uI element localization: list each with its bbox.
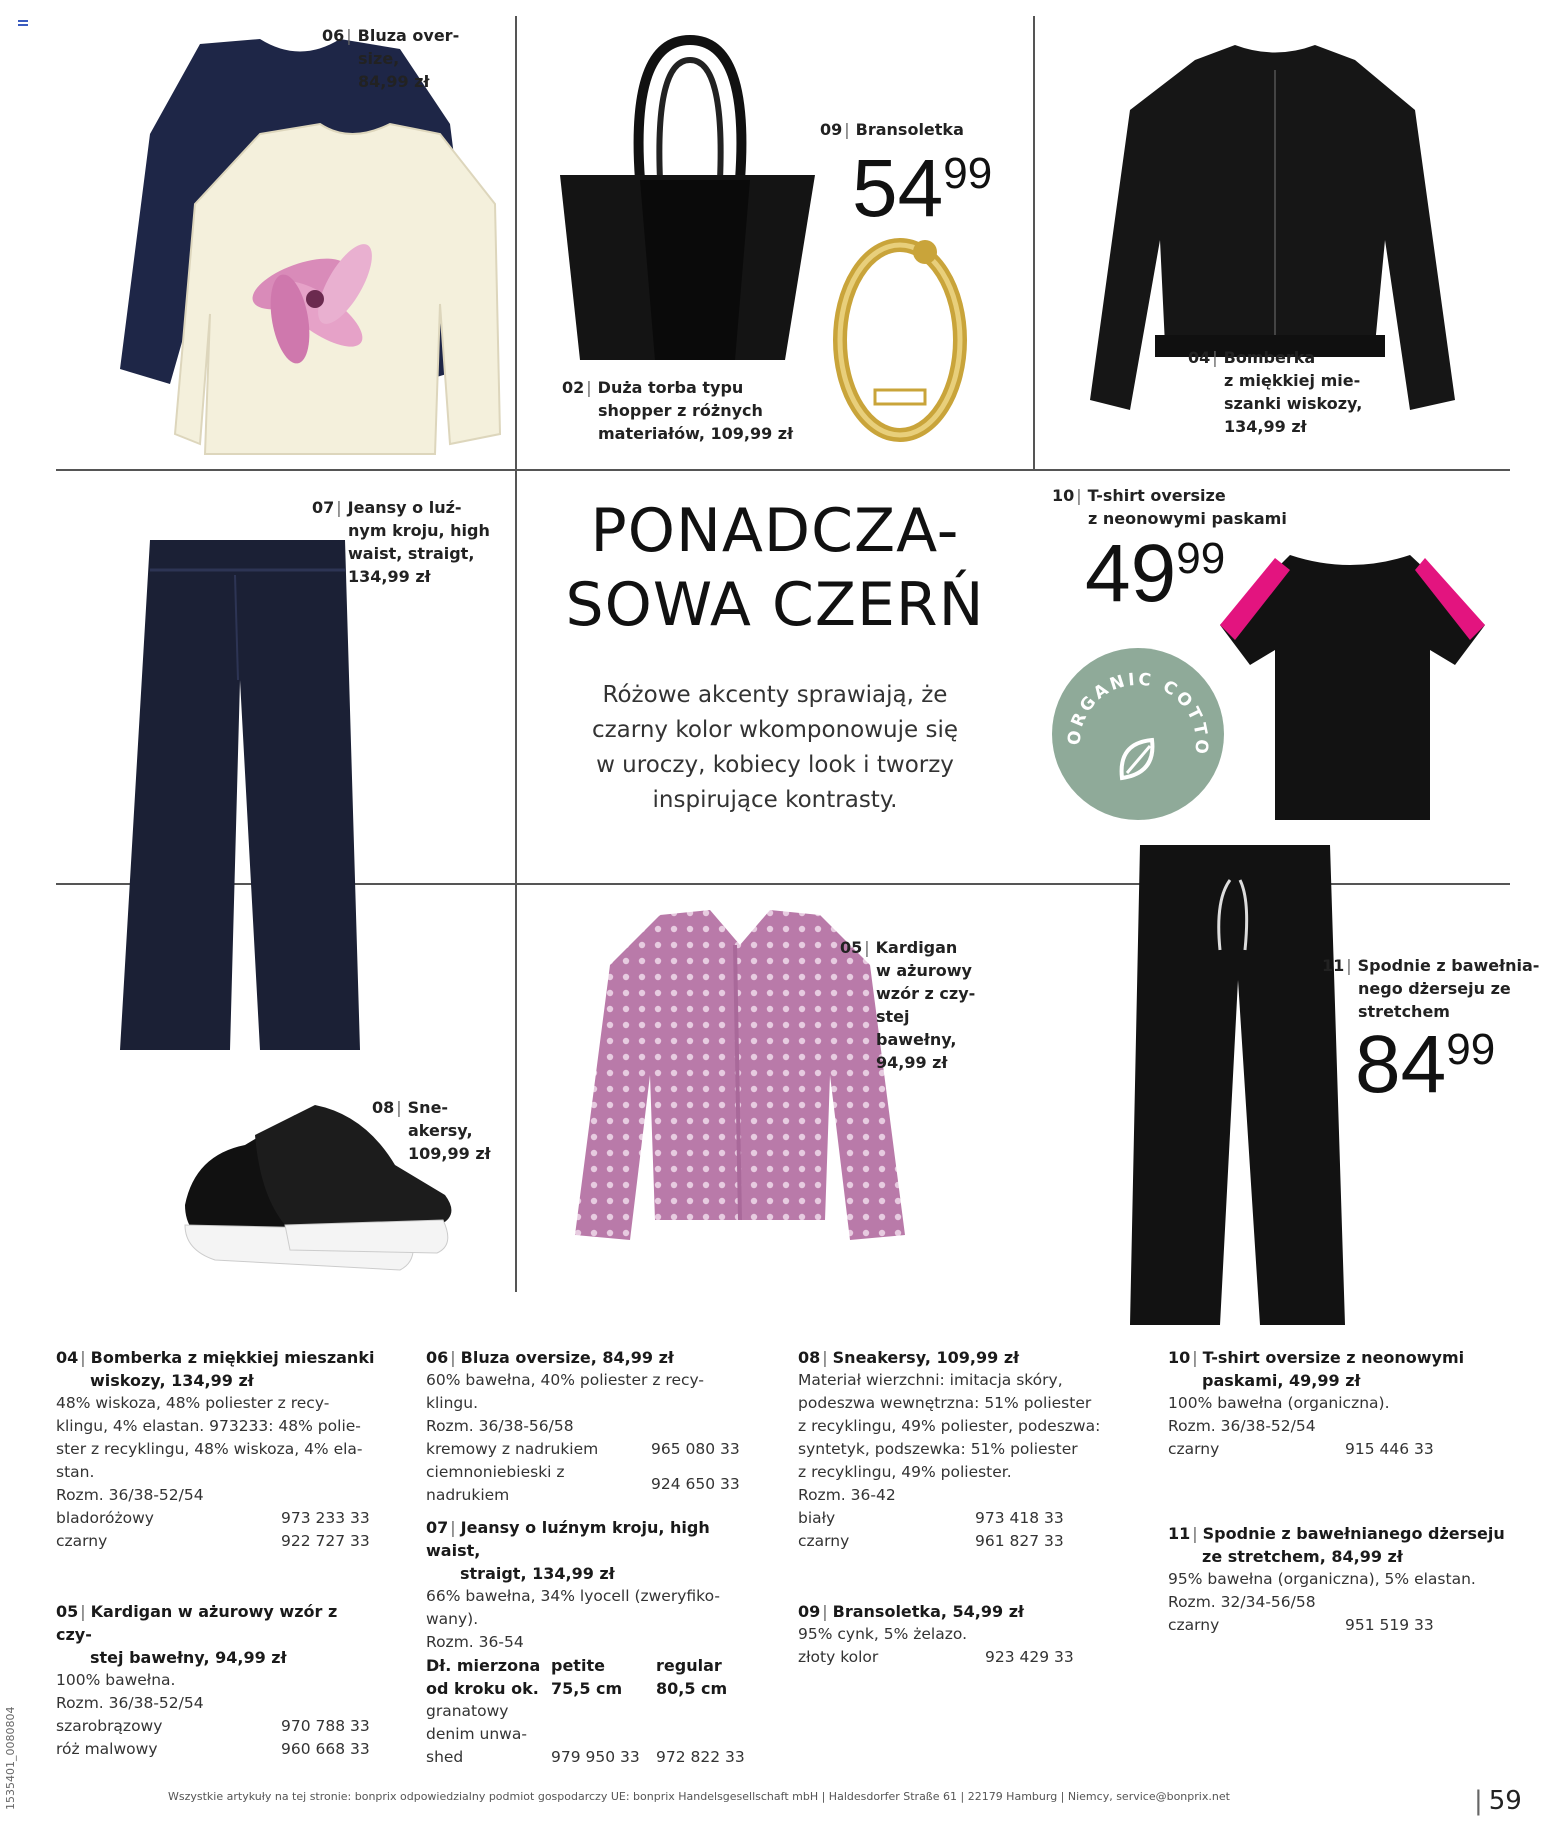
- label-line: Jeansy o luź-: [347, 498, 462, 517]
- spec-10: 10 | T-shirt oversize z neonowymi paskami, 49,99 zł 100% bawełna (organiczna). Rozm. 36/38-52/54 czarny 915 446 33: [1168, 1346, 1508, 1461]
- organic-cotton-badge: [1052, 648, 1224, 820]
- spec-title: Sneakersy, 109,99 zł: [832, 1348, 1020, 1367]
- spec-number: 11: [1168, 1524, 1191, 1543]
- spec-article-number: 951 519 33: [1345, 1616, 1434, 1634]
- divider-row1: [56, 469, 1510, 471]
- label-08: 08 | Sne- akersy, 109,99 zł: [372, 1098, 491, 1163]
- product-image-tote-bag: [560, 30, 820, 370]
- spec-number: 04: [56, 1348, 79, 1367]
- label-line: size,: [358, 49, 400, 68]
- spec-color: czarny: [56, 1532, 108, 1550]
- label-line: szanki wiskozy,: [1224, 394, 1363, 413]
- label-line: 109,99 zł: [408, 1144, 491, 1163]
- footer-legal-text: Wszystkie artykuły na tej stronie: bonprix odpowiedzialny podmiot gospodarczy UE: bonprix Handelsgesellschaft mbH | Haldesdorfer Straße 61 | 22179 Hamburg | Niemcy, service@bonprix.net: [168, 1790, 1230, 1803]
- label-line: wzór z czy-: [876, 984, 976, 1003]
- spec-color: denim unwa-: [426, 1725, 527, 1743]
- spec-title: stej bawełny, 94,99 zł: [90, 1648, 287, 1667]
- spec-article-number: 973 233 33: [281, 1509, 370, 1527]
- label-line: w ażurowy: [876, 961, 972, 980]
- spec-color: czarny: [798, 1532, 850, 1550]
- spec-size: Rozm. 36-54: [426, 1633, 524, 1651]
- price-integer: 84: [1355, 1019, 1447, 1110]
- headline: [540, 494, 1010, 642]
- label-line: 94,99 zł: [876, 1053, 948, 1072]
- spec-size: Rozm. 32/34-56/58: [1168, 1593, 1316, 1611]
- spec-size: Rozm. 36-42: [798, 1486, 896, 1504]
- spec-article-number: 965 080 33: [651, 1440, 740, 1458]
- spec-title: ze stretchem, 84,99 zł: [1202, 1547, 1403, 1566]
- spec-color: bladoróżowy: [56, 1509, 154, 1527]
- spec-color: czarny: [1168, 1616, 1220, 1634]
- label-07: 07 | Jeansy o luź- nym kroju, high waist, straigt, 134,99 zł: [312, 498, 490, 586]
- label-04: 04 | Bomberka z miękkiej mie- szanki wiskozy, 134,99 zł: [1188, 348, 1363, 436]
- corner-marker: [18, 20, 28, 28]
- label-number: 06: [322, 26, 345, 45]
- label-11: 11 | Spodnie z bawełnia- nego dżerseju ze stretchem: [1322, 956, 1540, 1021]
- label-line: T-shirt oversize: [1087, 486, 1226, 505]
- table-header: od kroku ok.: [426, 1679, 539, 1698]
- label-number: 07: [312, 498, 335, 517]
- spec-desc: klingu, 4% elastan. 973233: 48% polie-: [56, 1417, 361, 1435]
- label-line: materiałów, 109,99 zł: [598, 424, 794, 443]
- spec-color: ciemnoniebieski z: [426, 1463, 565, 1481]
- product-image-jersey-pants: [1120, 840, 1350, 1330]
- spec-desc: podeszwa wewnętrzna: 51% poliester: [798, 1394, 1092, 1412]
- spec-11: 11 | Spodnie z bawełnianego dżerseju ze stretchem, 84,99 zł 95% bawełna (organiczna), 5% elastan. Rozm. 32/34-56/58 czarny 951 519 33: [1168, 1522, 1508, 1637]
- spec-desc: 48% wiskoza, 48% poliester z recy-: [56, 1394, 330, 1412]
- spec-number: 05: [56, 1602, 79, 1621]
- spec-color: granatowy: [426, 1702, 509, 1720]
- intro-line: inspirujące kontrasty.: [652, 787, 898, 813]
- spec-article-number: 923 429 33: [985, 1648, 1074, 1666]
- spec-article-number: 970 788 33: [281, 1717, 370, 1735]
- label-line: nego dżerseju ze: [1358, 979, 1511, 998]
- spec-09: 09 | Bransoletka, 54,99 zł 95% cynk, 5% żelazo. złoty kolor 923 429 33: [798, 1600, 1128, 1669]
- spec-desc: syntetyk, podszewka: 51% poliester: [798, 1440, 1078, 1458]
- spec-desc: 60% bawełna, 40% poliester z recy-: [426, 1371, 704, 1389]
- spec-color: złoty kolor: [798, 1648, 879, 1666]
- spec-desc: 95% bawełna (organiczna), 5% elastan.: [1168, 1570, 1476, 1588]
- label-line: Bluza over-: [357, 26, 460, 45]
- label-number: 05: [840, 938, 863, 957]
- label-line: Bomberka: [1223, 348, 1316, 367]
- spec-title: Bluza oversize, 84,99 zł: [460, 1348, 674, 1367]
- spec-article-number: 972 822 33: [656, 1748, 745, 1766]
- spec-08: 08 | Sneakersy, 109,99 zł Materiał wierzchni: imitacja skóry, podeszwa wewnętrzna: 51% poliester z recyklingu, 49% poliester, podeszwa: syntetyk, podszewka: 51% poliester z recyklingu, 49% poliester. Rozm. 36-42 biały 973 418 33 czarny 961 827 33: [798, 1346, 1128, 1553]
- spec-article-number: 961 827 33: [975, 1532, 1064, 1550]
- intro-line: czarny kolor wkomponowuje się: [591, 717, 959, 743]
- label-line: stretchem: [1358, 1002, 1450, 1021]
- spec-desc: wany).: [426, 1610, 479, 1628]
- spec-number: 07: [426, 1518, 449, 1537]
- spec-number: 09: [798, 1602, 821, 1621]
- label-line: z miękkiej mie-: [1224, 371, 1361, 390]
- intro-line: Różowe akcenty sprawiają, że: [602, 682, 948, 708]
- table-header: petite: [551, 1656, 605, 1675]
- svg-text:ORGANIC COTTON: [1052, 648, 1211, 757]
- spec-size: Rozm. 36/38-52/54: [56, 1486, 204, 1504]
- spec-article-number: 960 668 33: [281, 1740, 370, 1758]
- spec-title: T-shirt oversize z neonowymi: [1202, 1348, 1465, 1367]
- spec-color: biały: [798, 1509, 836, 1527]
- spec-title: Spodnie z bawełnianego dżerseju: [1202, 1524, 1505, 1543]
- product-image-bracelet: [815, 230, 985, 450]
- price-10: [1085, 528, 1226, 619]
- label-10: 10 | T-shirt oversize z neonowymi paskami: [1052, 486, 1287, 528]
- label-line: waist, straigt,: [348, 544, 475, 563]
- label-number: 10: [1052, 486, 1075, 505]
- label-line: akersy,: [408, 1121, 473, 1140]
- spec-color: szarobrązowy: [56, 1717, 163, 1735]
- label-line: 134,99 zł: [1224, 417, 1307, 436]
- spec-title: Kardigan w ażurowy wzór z czy-: [56, 1602, 338, 1644]
- label-number: 04: [1188, 348, 1211, 367]
- intro-text: [555, 678, 995, 818]
- label-line: Bransoletka: [855, 120, 964, 139]
- spec-title: wiskozy, 134,99 zł: [90, 1371, 254, 1390]
- price-decimal: 99: [943, 149, 993, 198]
- spec-title: Bomberka z miękkiej mieszanki: [90, 1348, 375, 1367]
- spec-size: Rozm. 36/38-52/54: [1168, 1417, 1316, 1435]
- spec-article-number: 922 727 33: [281, 1532, 370, 1550]
- spec-07: 07 | Jeansy o luźnym kroju, high waist, straigt, 134,99 zł 66% bawełna, 34% lyocell (zweryfiko- wany). Rozm. 36-54 Dł. mierzona od kroku ok. petite 75,5 cm regular 80,5 cm granatowy denim unwa- shed 979 950 33 972 822 33: [426, 1516, 766, 1769]
- spec-article-number: 973 418 33: [975, 1509, 1064, 1527]
- label-line: Kardigan: [875, 938, 958, 957]
- label-line: Duża torba typu: [597, 378, 744, 397]
- product-image-tshirt: [1215, 550, 1490, 830]
- spec-desc: 95% cynk, 5% żelazo.: [798, 1625, 967, 1643]
- spec-desc: z recyklingu, 49% poliester, podeszwa:: [798, 1417, 1101, 1435]
- label-line: bawełny,: [876, 1030, 957, 1049]
- label-number: 08: [372, 1098, 395, 1117]
- price-decimal: 99: [1176, 534, 1226, 583]
- spec-color: róż malwowy: [56, 1740, 158, 1758]
- product-image-jeans: [110, 530, 370, 1060]
- label-number: 11: [1322, 956, 1345, 975]
- table-header: Dł. mierzona: [426, 1656, 541, 1675]
- spec-article-number: 924 650 33: [651, 1474, 740, 1493]
- spec-desc: ster z recyklingu, 48% wiskoza, 4% ela-: [56, 1440, 363, 1458]
- spec-desc: z recyklingu, 49% poliester.: [798, 1463, 1012, 1481]
- label-line: stej: [876, 1007, 910, 1026]
- spec-article-number: 915 446 33: [1345, 1440, 1434, 1458]
- label-line: Spodnie z bawełnia-: [1357, 956, 1540, 975]
- label-09: 09 | Bransoletka: [820, 120, 964, 139]
- page-number: | 59: [1474, 1786, 1522, 1816]
- spec-color: shed: [426, 1748, 464, 1766]
- spec-desc: stan.: [56, 1463, 95, 1481]
- spec-04: 04 | Bomberka z miękkiej mieszanki wiskozy, 134,99 zł 48% wiskoza, 48% poliester z recy- klingu, 4% elastan. 973233: 48% polie- ster z recyklingu, 48% wiskoza, 4% ela- stan. Rozm. 36/38-52/54 bladoróżowy 973 233 33 czarny 922 727 33: [56, 1346, 376, 1553]
- spec-title: Jeansy o luźnym kroju, high waist,: [426, 1518, 710, 1560]
- spec-color: kremowy z nadrukiem: [426, 1440, 599, 1458]
- spec-article-number: 979 950 33: [551, 1748, 640, 1766]
- table-header: 75,5 cm: [551, 1679, 623, 1698]
- label-line: nym kroju, high: [348, 521, 490, 540]
- spec-06: 06 | Bluza oversize, 84,99 zł 60% bawełna, 40% poliester z recy- klingu. Rozm. 36/38-56/58 kremowy z nadrukiem 965 080 33 ciemnoniebieski z nadrukiem 924 650 33: [426, 1346, 746, 1507]
- label-line: shopper z różnych: [598, 401, 763, 420]
- headline-line1: PONADCZA-: [590, 496, 960, 566]
- label-line: 84,99 zł: [358, 72, 430, 91]
- spec-desc: 100% bawełna (organiczna).: [1168, 1394, 1390, 1412]
- spec-desc: Materiał wierzchni: imitacja skóry,: [798, 1371, 1063, 1389]
- product-image-sweatshirts: [100, 34, 520, 464]
- price-11: [1355, 1019, 1496, 1110]
- spec-title: Bransoletka, 54,99 zł: [832, 1602, 1024, 1621]
- divider-col2: [1033, 16, 1035, 469]
- label-02: 02 | Duża torba typu shopper z różnych materiałów, 109,99 zł: [562, 378, 794, 443]
- price-09: [852, 143, 993, 234]
- label-06: 06 | Bluza over- size, 84,99 zł: [322, 26, 460, 91]
- spec-desc: klingu.: [426, 1394, 479, 1412]
- spec-color: nadrukiem: [426, 1486, 510, 1504]
- label-number: 02: [562, 378, 585, 397]
- side-catalog-code: 1535401_0080804: [4, 1706, 17, 1810]
- headline-line2: SOWA CZERŃ: [565, 570, 985, 640]
- spec-number: 08: [798, 1348, 821, 1367]
- table-header: 80,5 cm: [656, 1679, 728, 1698]
- badge-text: ORGANIC COTTO: [1064, 669, 1212, 758]
- table-header: regular: [656, 1656, 722, 1675]
- label-line: Sne-: [407, 1098, 449, 1117]
- spec-number: 06: [426, 1348, 449, 1367]
- spec-size: Rozm. 36/38-52/54: [56, 1694, 204, 1712]
- spec-05: 05 | Kardigan w ażurowy wzór z czy- stej bawełny, 94,99 zł 100% bawełna. Rozm. 36/38-52/54 szarobrązowy 970 788 33 róż malwowy 960 668 33: [56, 1600, 376, 1761]
- page-number-value: 59: [1488, 1786, 1522, 1816]
- spec-size: Rozm. 36/38-56/58: [426, 1417, 574, 1435]
- price-decimal: 99: [1446, 1025, 1496, 1074]
- spec-desc: 66% bawełna, 34% lyocell (zweryfiko-: [426, 1587, 720, 1605]
- price-integer: 49: [1085, 528, 1177, 619]
- spec-color: czarny: [1168, 1440, 1220, 1458]
- spec-title: paskami, 49,99 zł: [1202, 1371, 1361, 1390]
- spec-title: straigt, 134,99 zł: [460, 1564, 615, 1583]
- label-number: 09: [820, 120, 843, 139]
- label-line: 134,99 zł: [348, 567, 431, 586]
- price-integer: 54: [852, 143, 944, 234]
- spec-number: 10: [1168, 1348, 1191, 1367]
- label-line: z neonowymi paskami: [1088, 509, 1287, 528]
- intro-line: w uroczy, kobiecy look i tworzy: [596, 752, 954, 778]
- spec-desc: 100% bawełna.: [56, 1671, 176, 1689]
- label-05: 05 | Kardigan w ażurowy wzór z czy- stej bawełny, 94,99 zł: [840, 938, 976, 1072]
